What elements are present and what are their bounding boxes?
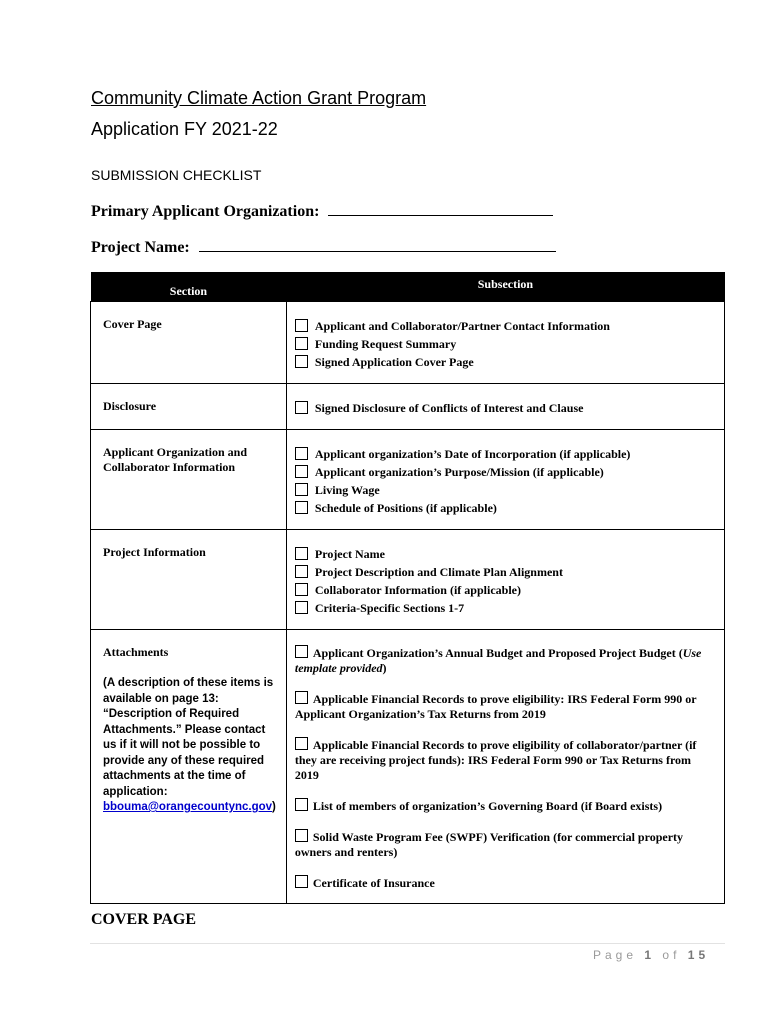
- checkbox[interactable]: [295, 465, 308, 478]
- page-number-footer: Page 1 of 15: [593, 948, 710, 962]
- checklist-heading: SUBMISSION CHECKLIST: [91, 167, 262, 183]
- primary-applicant-field: [91, 202, 553, 221]
- checkbox[interactable]: [295, 547, 308, 560]
- checklist-item: Applicant Organization’s Annual Budget and Proposed Project Budget (Use template provided): [294, 646, 702, 675]
- submission-checklist-table: [90, 272, 725, 904]
- subsection-cell: [286, 430, 724, 530]
- checklist-item: Funding Request Summary: [295, 335, 718, 353]
- subsection-cell: [286, 384, 724, 430]
- checkbox[interactable]: [295, 319, 308, 332]
- checkbox[interactable]: [295, 447, 308, 460]
- checklist-item: Project Description and Climate Plan Alignment: [295, 563, 718, 581]
- checklist-item: Applicant and Collaborator/Partner Contact Information: [295, 317, 718, 335]
- checkbox[interactable]: [295, 691, 308, 704]
- section-cell: Disclosure: [91, 384, 287, 430]
- project-name-label: Project Name:: [91, 239, 190, 256]
- checkbox[interactable]: [295, 355, 308, 368]
- table-row: [91, 630, 725, 904]
- checkbox[interactable]: [295, 401, 308, 414]
- footer-divider: [90, 943, 725, 944]
- table-row: [91, 530, 725, 630]
- checkbox[interactable]: [295, 565, 308, 578]
- checkbox[interactable]: [295, 601, 308, 614]
- primary-applicant-label: Primary Applicant Organization:: [91, 203, 320, 220]
- checklist-item: Applicant organization’s Date of Incorporation (if applicable): [295, 445, 718, 463]
- checklist-item: List of members of organization’s Governing Board (if Board exists): [295, 798, 718, 814]
- checklist-item: Solid Waste Program Fee (SWPF) Verification (for commercial property owners and renters): [294, 830, 684, 859]
- subsection-cell: [286, 302, 724, 384]
- checkbox[interactable]: [295, 337, 308, 350]
- document-title: Community Climate Action Grant Program: [91, 88, 427, 108]
- checkbox[interactable]: [295, 483, 308, 496]
- checklist-item: Signed Application Cover Page: [295, 353, 718, 371]
- checkbox[interactable]: [295, 829, 308, 842]
- attachments-description: (A description of these items is available on page 13: “Description of Required Attachments.” Please contact us if it will not be possible to provide any of these required attachments at the time of application: bbouma@orangecountync.gov): [103, 677, 276, 813]
- checklist-item: Criteria-Specific Sections 1-7: [295, 599, 718, 617]
- checklist-item: Applicable Financial Records to prove eligibility: IRS Federal Form 990 or Applicant Organization’s Tax Returns from 2019: [294, 692, 697, 721]
- section-cell: [91, 630, 287, 904]
- checklist-item: Signed Disclosure of Conflicts of Interest and Clause: [295, 399, 718, 417]
- section-cell: Cover Page: [91, 302, 287, 384]
- checkbox[interactable]: [295, 501, 308, 514]
- attachments-section-label: Attachments: [103, 645, 169, 659]
- table-row: [91, 384, 725, 430]
- table-row: [91, 430, 725, 530]
- table-row: [91, 302, 725, 384]
- checklist-item: Applicant organization’s Purpose/Mission (if applicable): [295, 463, 718, 481]
- checkbox[interactable]: [295, 737, 308, 750]
- subsection-cell: [286, 530, 724, 630]
- document-subtitle: Application FY 2021-22: [91, 119, 278, 139]
- primary-applicant-input[interactable]: [328, 202, 553, 216]
- contact-email-link[interactable]: bbouma@orangecountync.gov: [103, 801, 273, 813]
- checklist-item: Collaborator Information (if applicable): [295, 581, 718, 599]
- cover-page-heading: COVER PAGE: [91, 911, 197, 928]
- checklist-item: Living Wage: [295, 481, 718, 499]
- checklist-item: Applicable Financial Records to prove eligibility of collaborator/partner (if they are receiving project funds): IRS Federal Form 990 or Tax Returns from 2019: [294, 738, 697, 782]
- section-column-header: Section: [91, 272, 287, 302]
- checkbox[interactable]: [295, 583, 308, 596]
- checklist-item: Schedule of Positions (if applicable): [295, 499, 718, 517]
- subsection-column-header: Subsection: [286, 272, 724, 302]
- checkbox[interactable]: [295, 798, 308, 811]
- checkbox[interactable]: [295, 875, 308, 888]
- current-page-number: 1: [644, 948, 656, 962]
- project-name-input[interactable]: [199, 238, 556, 252]
- checklist-item: Certificate of Insurance: [295, 875, 718, 891]
- total-page-count: 15: [687, 948, 710, 962]
- section-cell: Project Information: [91, 530, 287, 630]
- section-cell: Applicant Organization and Collaborator Information: [91, 430, 287, 530]
- checkbox[interactable]: [295, 645, 308, 658]
- subsection-cell: [286, 630, 724, 904]
- checklist-item: Project Name: [295, 545, 718, 563]
- table-header-row: [91, 272, 725, 302]
- project-name-field: [91, 238, 556, 257]
